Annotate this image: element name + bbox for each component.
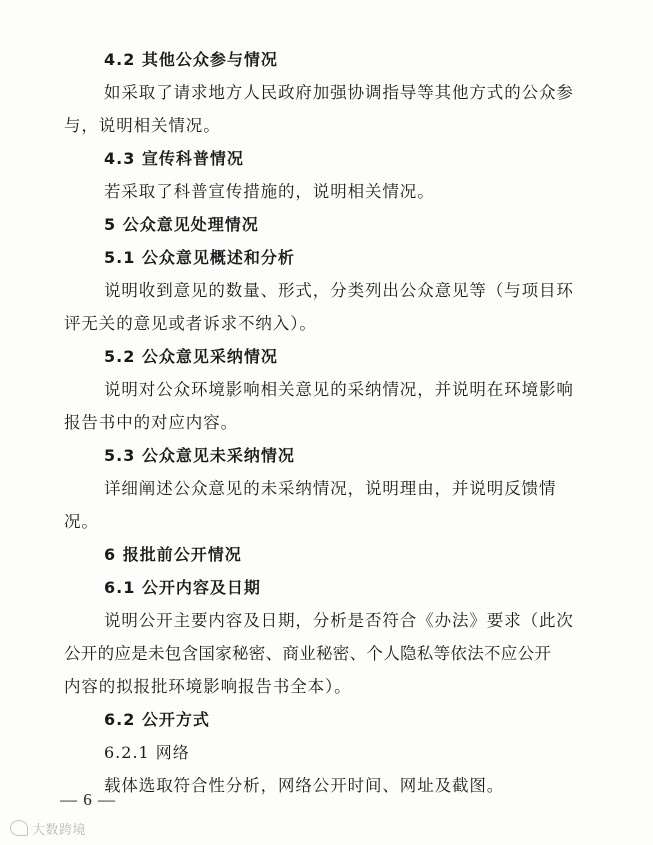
page-number: — 6 — [60, 790, 116, 809]
heading-6-1: 6.1 公开内容及日期 [104, 578, 261, 597]
paragraph-line: 评无关的意见或者诉求不纳入）。 [64, 314, 317, 333]
paragraph-line: 公开的应是未包含国家秘密、商业秘密、个人隐私等依法不应公开 [64, 644, 552, 663]
heading-5-1: 5.1 公众意见概述和分析 [104, 248, 295, 267]
heading-4-3: 4.3 宣传科普情况 [104, 149, 244, 168]
heading-6-2-1: 6.2.1 网络 [104, 743, 190, 762]
paragraph-line: 详细阐述公众意见的未采纳情况，说明理由，并说明反馈情 [104, 479, 557, 498]
watermark-logo-icon [10, 820, 28, 836]
paragraph-line: 报告书中的对应内容。 [64, 413, 238, 432]
paragraph-line: 如采取了请求地方人民政府加强协调指导等其他方式的公众参 [104, 83, 574, 102]
paragraph-line: 若采取了科普宣传措施的，说明相关情况。 [104, 182, 435, 201]
paragraph-line: 内容的拟报批环境影响报告书全本）。 [64, 677, 352, 696]
heading-5-2: 5.2 公众意见采纳情况 [104, 347, 278, 366]
heading-4-2: 4.2 其他公众参与情况 [104, 50, 278, 69]
paragraph-line: 说明公开主要内容及日期，分析是否符合《办法》要求（此次 [104, 611, 574, 630]
heading-5: 5 公众意见处理情况 [104, 215, 259, 234]
paragraph-line: 况。 [64, 512, 99, 531]
paragraph-line: 载体选取符合性分析，网络公开时间、网址及截图。 [104, 776, 505, 795]
paragraph-line: 说明对公众环境影响相关意见的采纳情况，并说明在环境影响 [104, 380, 574, 399]
watermark-text: 大数跨境 [32, 823, 87, 838]
heading-5-3: 5.3 公众意见未采纳情况 [104, 446, 295, 465]
paragraph-line: 说明收到意见的数量、形式，分类列出公众意见等（与项目环 [104, 281, 574, 300]
watermark [10, 819, 86, 838]
heading-6-2: 6.2 公开方式 [104, 710, 210, 729]
heading-6: 6 报批前公开情况 [104, 545, 242, 564]
paragraph-line: 与，说明相关情况。 [64, 116, 221, 135]
